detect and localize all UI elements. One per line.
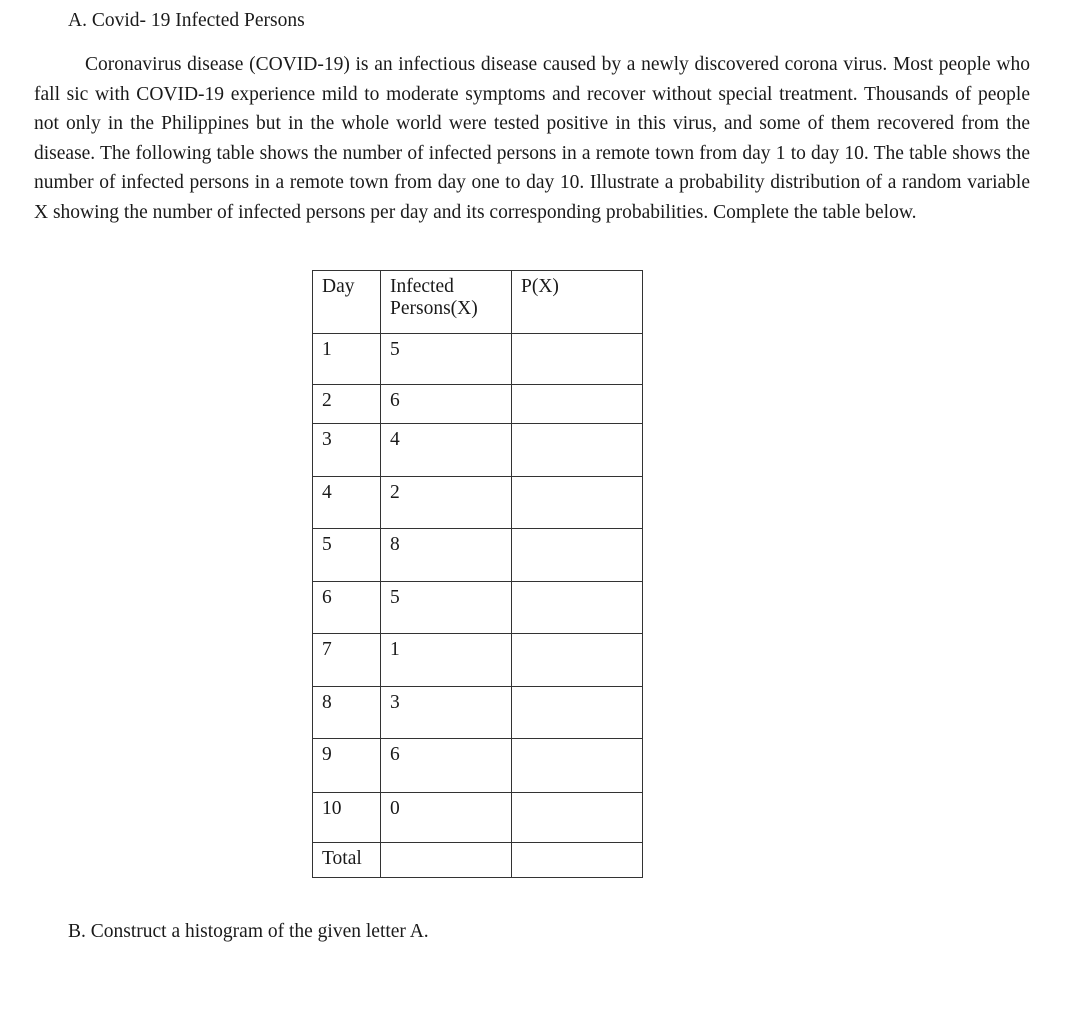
table-row bbox=[313, 424, 643, 477]
header-day: Day bbox=[313, 271, 381, 334]
header-infected-line1: Infected bbox=[390, 276, 454, 297]
table-row bbox=[313, 687, 643, 739]
probability-cell[interactable] bbox=[512, 477, 643, 529]
probability-cell[interactable] bbox=[512, 529, 643, 582]
table-row bbox=[313, 334, 643, 385]
section-a-heading: A. Covid- 19 Infected Persons bbox=[68, 10, 305, 31]
table-row bbox=[313, 793, 643, 843]
day-cell: 9 bbox=[313, 739, 381, 793]
infected-cell: 8 bbox=[381, 529, 512, 582]
infected-cell: 6 bbox=[381, 385, 512, 424]
day-cell: 1 bbox=[313, 334, 381, 385]
infected-cell: 5 bbox=[381, 334, 512, 385]
section-b-heading: B. Construct a histogram of the given letter A. bbox=[68, 921, 429, 942]
table-row bbox=[313, 739, 643, 793]
probability-cell[interactable] bbox=[512, 582, 643, 634]
day-cell: 4 bbox=[313, 477, 381, 529]
day-cell: 6 bbox=[313, 582, 381, 634]
probability-cell[interactable] bbox=[512, 634, 643, 687]
total-probability-cell[interactable] bbox=[512, 843, 643, 878]
probability-cell[interactable] bbox=[512, 687, 643, 739]
day-cell: 5 bbox=[313, 529, 381, 582]
header-infected-line2: Persons(X) bbox=[390, 298, 478, 319]
table-row bbox=[313, 385, 643, 424]
header-probability: P(X) bbox=[512, 271, 643, 334]
infected-cell: 2 bbox=[381, 477, 512, 529]
table-row bbox=[313, 634, 643, 687]
day-cell: 7 bbox=[313, 634, 381, 687]
infected-cell: 5 bbox=[381, 582, 512, 634]
probability-cell[interactable] bbox=[512, 739, 643, 793]
table-total-row bbox=[313, 843, 643, 878]
total-label: Total bbox=[313, 843, 381, 878]
total-infected-cell[interactable] bbox=[381, 843, 512, 878]
table-row bbox=[313, 582, 643, 634]
table-row bbox=[313, 529, 643, 582]
infected-cell: 0 bbox=[381, 793, 512, 843]
probability-cell[interactable] bbox=[512, 334, 643, 385]
day-cell: 8 bbox=[313, 687, 381, 739]
infected-cell: 3 bbox=[381, 687, 512, 739]
problem-paragraph: Coronavirus disease (COVID-19) is an infectious disease caused by a newly discovered corona virus. Most people who fall sic with COVID-19 experience mild to moderate symptoms and recover without special treatment. Thousands of people not only in the Philippines but in the whole world were tested positive in this virus, and some of them recovered from the disease. The following table shows the number of infected persons in a remote town from day 1 to day 10. The table shows the number of infected persons in a remote town from day one to day 10. Illustrate a probability distribution of a random variable X showing the number of infected persons per day and its corresponding probabilities. Complete the table below. bbox=[34, 54, 1030, 223]
table-row bbox=[313, 477, 643, 529]
infected-cell: 1 bbox=[381, 634, 512, 687]
header-infected-persons bbox=[381, 271, 512, 334]
day-cell: 10 bbox=[313, 793, 381, 843]
day-cell: 3 bbox=[313, 424, 381, 477]
day-cell: 2 bbox=[313, 385, 381, 424]
probability-table bbox=[312, 270, 643, 878]
table-header-row bbox=[313, 271, 643, 334]
infected-cell: 4 bbox=[381, 424, 512, 477]
probability-cell[interactable] bbox=[512, 424, 643, 477]
probability-cell[interactable] bbox=[512, 385, 643, 424]
infected-cell: 6 bbox=[381, 739, 512, 793]
probability-cell[interactable] bbox=[512, 793, 643, 843]
